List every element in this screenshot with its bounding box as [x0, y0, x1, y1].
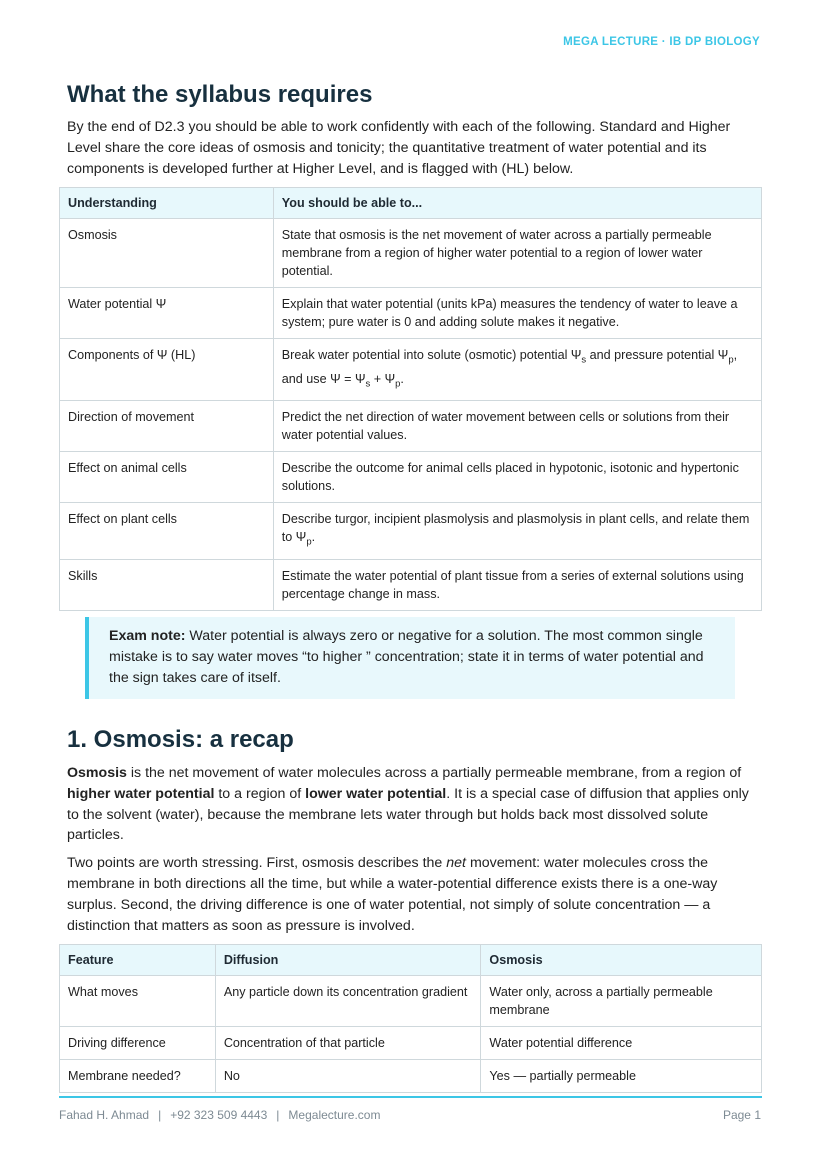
- table-row: [60, 1060, 762, 1093]
- understanding-cell: Components of Ψ (HL): [60, 339, 274, 401]
- footer-site: Megalecture.com: [288, 1108, 381, 1122]
- text-run: movement: water molecules cross the membrane in both directions all the time, but while a water-potential difference exists there is a one-way surplus. Second, the driving difference is one of water potential, not simply of solute concentration — a distinction that matters as soon as pressure is involved.: [67, 855, 718, 934]
- table-row: [60, 339, 762, 401]
- exam-note-label: Exam note:: [109, 627, 186, 644]
- objective-cell: Break water potential into solute (osmotic) potential $\Psi_s$ and pressure potential $\Psi_p$, and use $\Psi = \Psi_s + \Psi_p$.: [273, 339, 761, 401]
- understanding-cell: Effect on animal cells: [60, 452, 274, 503]
- table-row: [60, 452, 762, 503]
- text-run: . It is a special case of diffusion that applies only to the solvent (water), because the membrane lets water through but holds back most dissolved solute particles.: [67, 785, 749, 844]
- syllabus-table: [59, 187, 762, 611]
- objective-cell: Explain that water potential (units kPa) measures the tendency of water to leave a system; pure water is 0 and adding solute makes it negative.: [273, 288, 761, 339]
- footer-divider: [59, 1096, 762, 1098]
- feature-cell: Membrane needed?: [60, 1060, 216, 1093]
- understanding-cell: Direction of movement: [60, 401, 274, 452]
- term-osmosis: Osmosis: [67, 764, 127, 781]
- syllabus-intro: By the end of D2.3 you should be able to work confidently with each of the following. Standard and Higher Level share the core ideas of osmosis and tonicity; the quantitative treatment of water potential and its components is developed further at Higher Level, and is flagged with (HL) below.: [67, 119, 731, 177]
- table-row: [60, 559, 762, 610]
- osmosis-cell: Water only, across a partially permeable membrane: [481, 976, 762, 1027]
- footer-phone: +92 323 509 4443: [170, 1108, 268, 1122]
- osmosis-paragraph-2: [67, 853, 762, 936]
- table-row: [60, 219, 762, 288]
- diffusion-cell: Concentration of that particle: [215, 1027, 481, 1060]
- comparison-table: [59, 944, 762, 1093]
- text-run: is the net movement of water molecules across a partially permeable membrane, from a region of: [126, 764, 742, 781]
- table-row: [60, 503, 762, 560]
- table-row: [60, 401, 762, 452]
- footer-contact: Fahad H. Ahmad | +92 323 509 4443 | Megalecture.com: [59, 1108, 381, 1122]
- table-row: [60, 1027, 762, 1060]
- column-header: Understanding: [60, 188, 274, 219]
- objective-cell: Predict the net direction of water movement between cells or solutions from their water potential values.: [273, 401, 761, 452]
- text-run: to a region of: [214, 785, 306, 802]
- table-header-row: [60, 188, 762, 219]
- understanding-cell: Osmosis: [60, 219, 274, 288]
- term-lower-water-potential: lower water potential: [305, 785, 447, 802]
- table-header-row: [60, 945, 762, 976]
- text-run: Two points are worth stressing. First, osmosis describes the: [67, 855, 447, 872]
- header-tag: MEGA LECTURE · IB DP BIOLOGY: [563, 36, 760, 48]
- osmosis-paragraph-1: [67, 763, 762, 846]
- term-higher-water-potential: higher water potential: [67, 785, 215, 802]
- osmosis-heading: 1. Osmosis: a recap: [67, 725, 294, 753]
- objective-cell: Estimate the water potential of plant tissue from a series of external solutions using percentage change in mass.: [273, 559, 761, 610]
- table-row: [60, 288, 762, 339]
- diffusion-cell: No: [215, 1060, 481, 1093]
- page-number: Page 1: [722, 1108, 761, 1122]
- objective-cell: Describe the outcome for animal cells placed in hypotonic, isotonic and hypertonic solutions.: [273, 452, 761, 503]
- column-header: You should be able to...: [273, 188, 761, 219]
- feature-cell: Driving difference: [60, 1027, 216, 1060]
- objective-cell: Describe turgor, incipient plasmolysis and plasmolysis in plant cells, and relate them to $\Psi_p$.: [273, 503, 761, 560]
- osmosis-cell: Yes — partially permeable: [481, 1060, 762, 1093]
- column-header: Feature: [60, 945, 216, 976]
- syllabus-heading: What the syllabus requires: [67, 81, 373, 108]
- objective-cell: State that osmosis is the net movement of water across a partially permeable membrane from a region of higher water potential to a region of lower water potential.: [273, 219, 761, 288]
- understanding-cell: Effect on plant cells: [60, 503, 274, 560]
- exam-note-callout: [85, 617, 735, 699]
- footer-author: Fahad H. Ahmad: [59, 1108, 150, 1122]
- diffusion-cell: Any particle down its concentration gradient: [215, 976, 481, 1027]
- column-header: Diffusion: [215, 945, 481, 976]
- understanding-cell: Water potential Ψ: [60, 288, 274, 339]
- column-header: Osmosis: [481, 945, 762, 976]
- feature-cell: What moves: [60, 976, 216, 1027]
- osmosis-cell: Water potential difference: [481, 1027, 762, 1060]
- exam-note-text: Water potential is always zero or negative for a solution. The most common single mistake is to say water moves “to higher ” concentration; state it in terms of water potential and the sign takes care of itself.: [109, 627, 704, 686]
- term-net: net: [446, 855, 466, 872]
- table-row: [60, 976, 762, 1027]
- understanding-cell: Skills: [60, 559, 274, 610]
- page-content: [59, 78, 762, 1093]
